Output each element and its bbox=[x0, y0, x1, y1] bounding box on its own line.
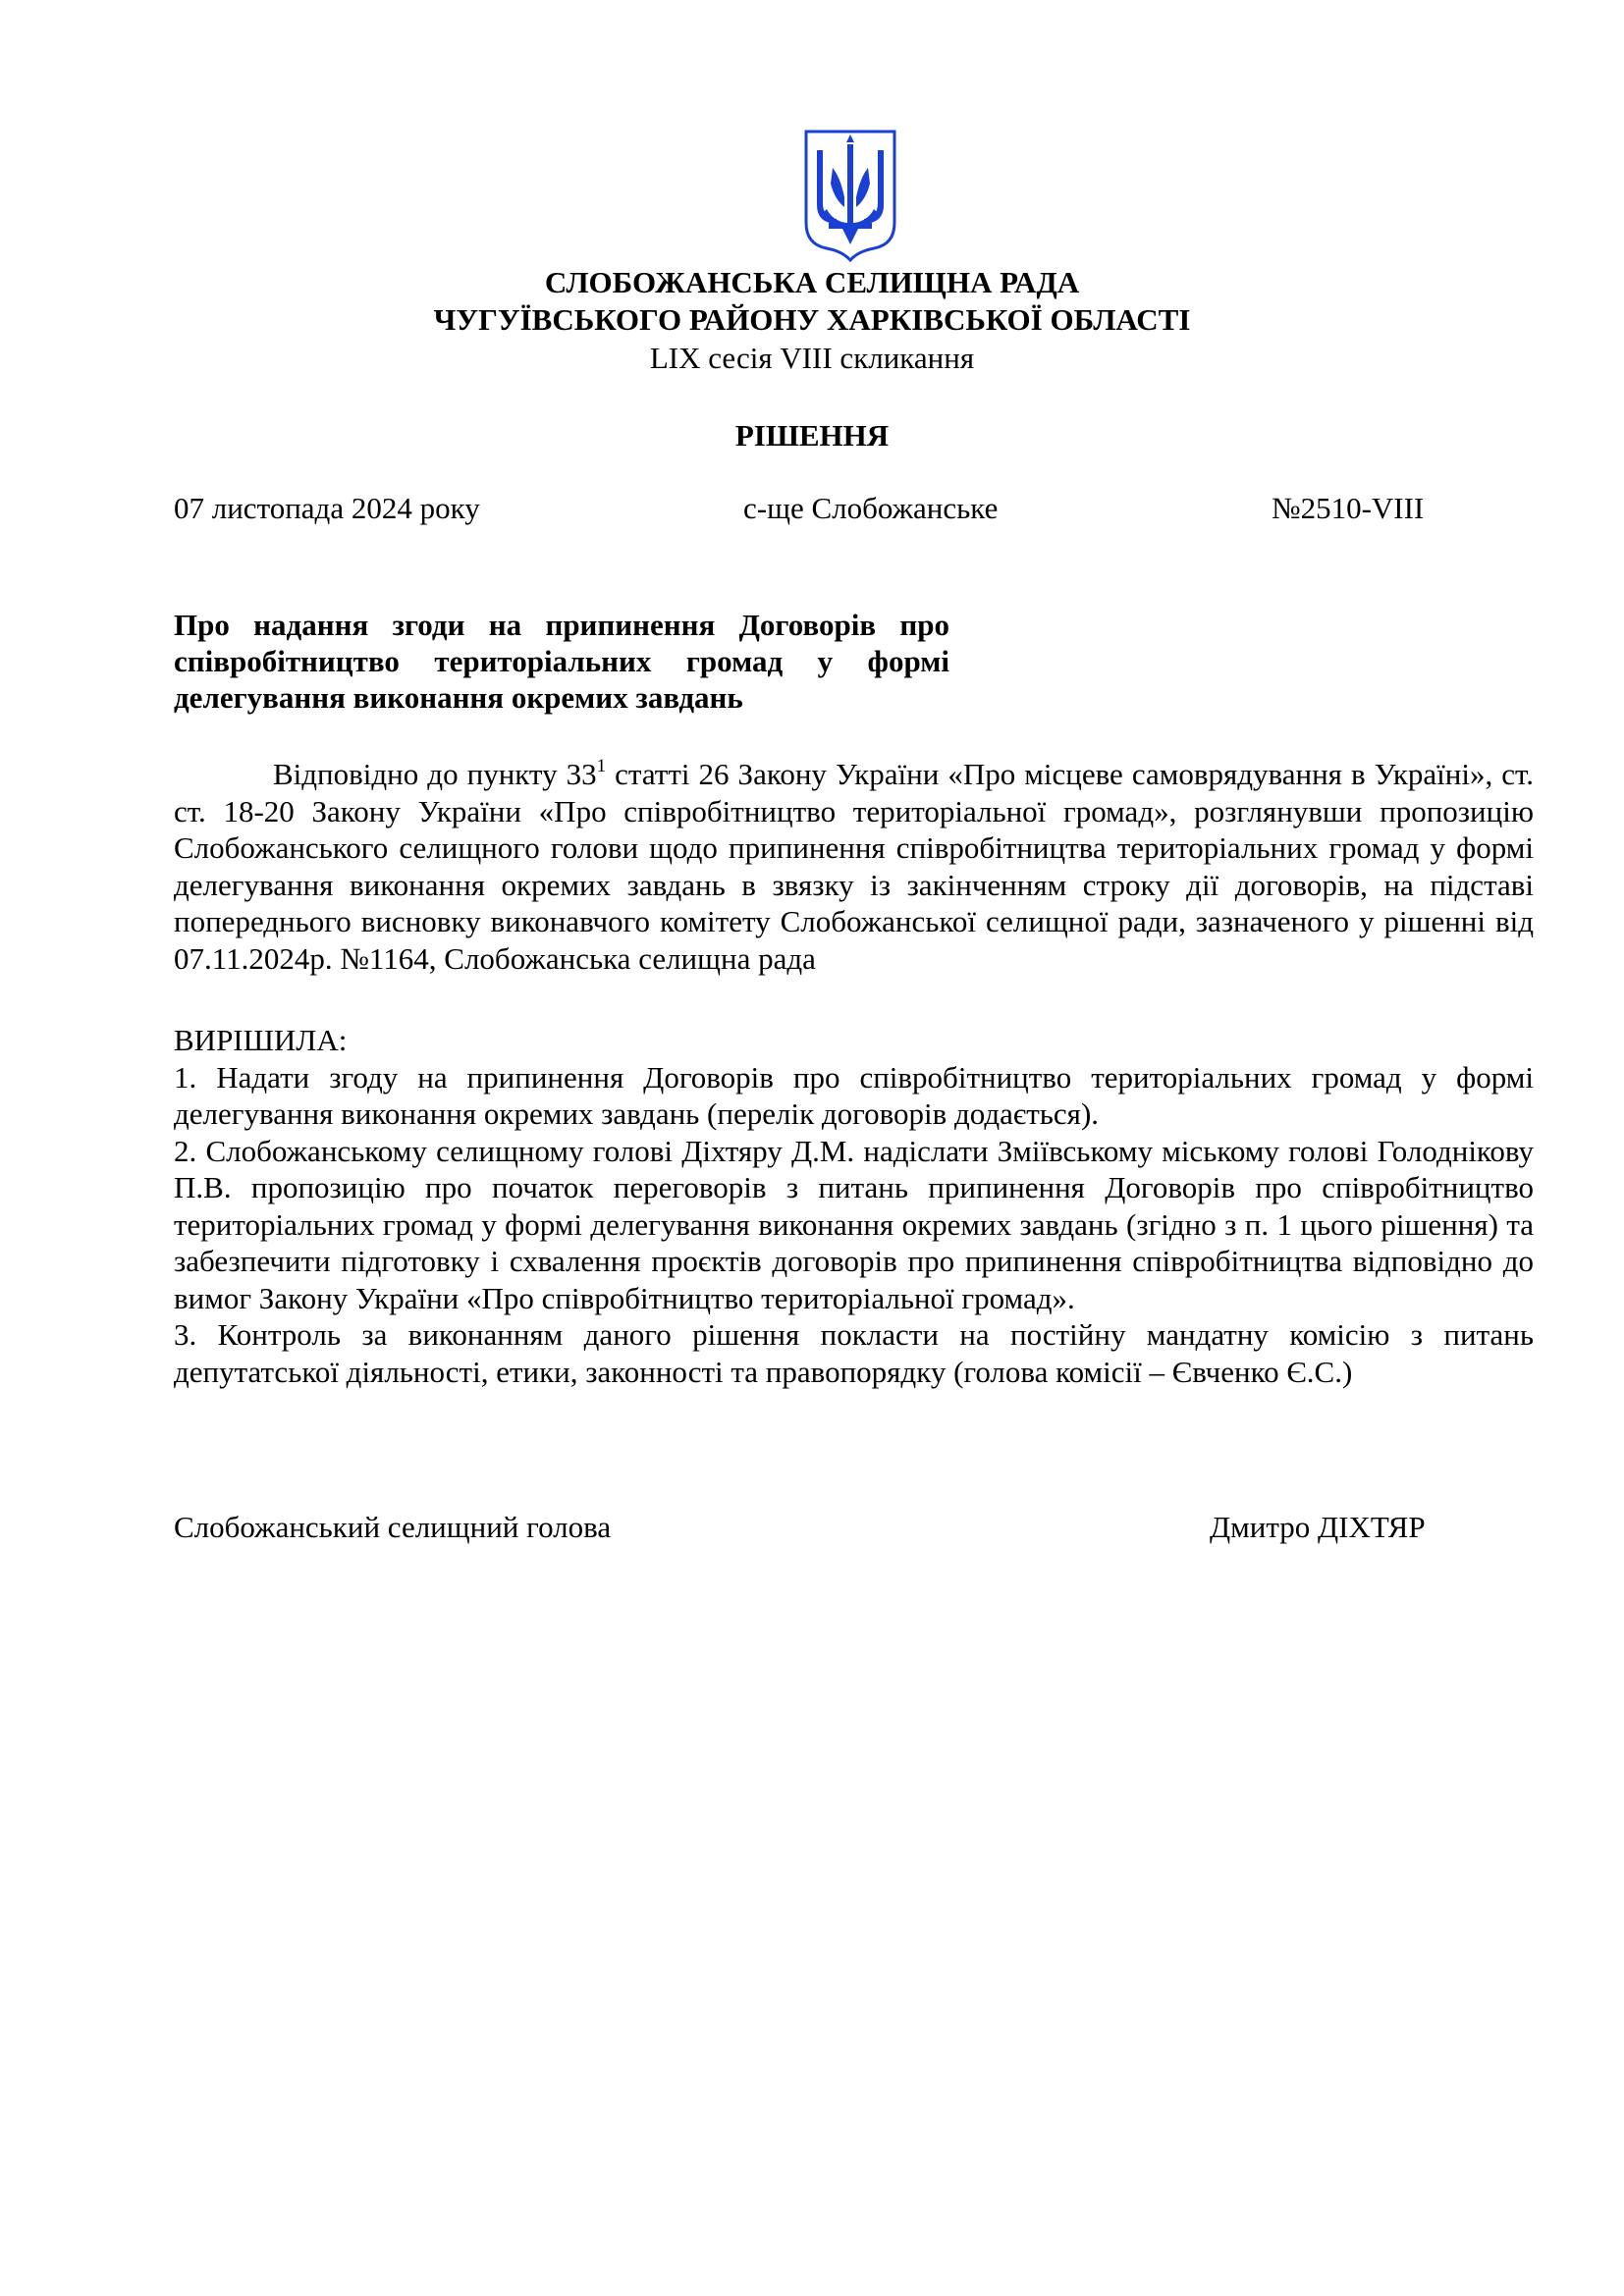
decision-number: №2510-VIII bbox=[1272, 491, 1425, 525]
resolution-item-2: 2. Слобожанському селищному голові Діхтяру Д.М. надіслати Зміївському міському голові Голоднікову П.В. пропозицію про початок переговорів з питань припинення Договорів про співробітництво територіальних громад у формі делегування виконання окремих завдань (згідно з п. 1 цього рішення) та забезпечити підготовку і схвалення проєктів договорів про припинення співробітництва відповідно до вимог Закону України «Про співробітництво територіальної громад». bbox=[174, 1133, 1534, 1315]
signatory-position: Слобожанський селищний голова bbox=[174, 1510, 612, 1544]
district-name: ЧУГУЇВСЬКОГО РАЙОНУ ХАРКІВСЬКОЇ ОБЛАСТІ bbox=[433, 302, 1191, 337]
document-type-title: РІШЕННЯ bbox=[734, 418, 890, 453]
preamble-text-start: Відповідно до пункту 33 bbox=[273, 757, 597, 791]
preamble bbox=[174, 756, 1534, 977]
resolution-item-1: 1. Надати згоду на припинення Договорів про співробітництво територіальних громад у формі делегування виконання окремих завдань (перелік договорів додається). bbox=[174, 1059, 1534, 1131]
decision-place: с-ще Слобожанське bbox=[743, 491, 999, 525]
preamble-text-rest: статті 26 Закону України «Про місцеве самоврядування в Україні», ст. ст. 18-20 Закону України «Про співробітництво територіальної громад», розглянувши пропозицію Слобожанського селищного голови щодо припинення співробітництва територіальних громад у формі делегування виконання окремих завдань в звязку із закінченням строку дії договорів, на підставі попереднього висновку виконавчого комітету Слобожанської селищної ради, зазначеного у рішенні від 07.11.2024р. №1164, Слобожанська селищна рада bbox=[174, 757, 1534, 976]
resolution-heading: ВИРІШИЛА: bbox=[174, 1023, 348, 1057]
signatory-name: Дмитро ДІХТЯР bbox=[1210, 1510, 1426, 1544]
session-label: LIX сесія VIII скликання bbox=[649, 341, 975, 375]
footnote-superscript: 1 bbox=[596, 756, 607, 776]
decision-subject: Про надання згоди на припинення Договорів про співробітництво територіальних громад у формі делегування виконання окремих завдань bbox=[174, 608, 949, 715]
decision-date: 07 листопада 2024 року bbox=[174, 491, 480, 525]
trident-coat-of-arms-icon bbox=[803, 129, 897, 262]
council-name: СЛОБОЖАНСЬКА СЕЛИЩНА РАДА bbox=[544, 265, 1080, 299]
resolution-section bbox=[174, 1022, 1534, 1390]
preamble-paragraph bbox=[174, 756, 1534, 977]
resolution-item-3: 3. Контроль за виконанням даного рішення покласти на постійну мандатну комісію з питань депутатської діяльності, етики, законності та правопорядку (голова комісії – Євченко Є.С.) bbox=[174, 1317, 1534, 1389]
